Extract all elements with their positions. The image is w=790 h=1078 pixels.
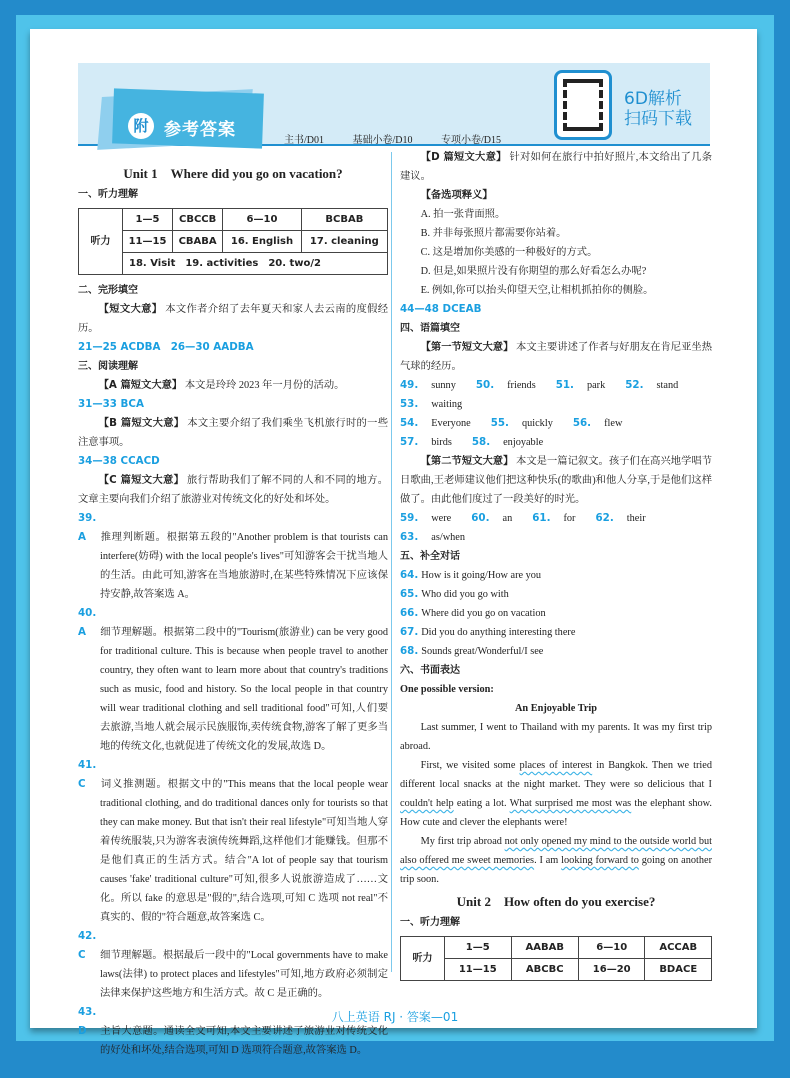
ref-special: 专项小卷/D15	[441, 135, 501, 146]
summary-text: 本文是一篇记叙文。孩子们在高兴地学唱节日歌曲,王老师建议他们把这种快乐(的歌曲)和他人分享,于是他们这样做了。由此他们度过了一段美好的时光。	[400, 456, 713, 505]
version-label: One possible version:	[400, 684, 494, 695]
answer-key: 44—48 DCEAB	[400, 303, 482, 315]
summary-text: 旅行帮助我们了解不同的人和不同的地方。文章主要向我们介绍了旅游业对传统文化的好处和坏处。	[78, 475, 388, 505]
essay-paragraph: Last summer, I went to Thailand with my parents. It was my first trip abroad.	[400, 722, 712, 752]
dialog-answer	[400, 585, 712, 604]
answer-number: 53.	[400, 398, 419, 410]
summary	[78, 471, 388, 509]
item-number: 41. C	[78, 759, 97, 790]
answer-text: friends	[507, 380, 536, 391]
cell: 16. English	[223, 231, 301, 253]
answer-text: Sounds great/Wonderful/I see	[421, 646, 544, 657]
answer-text: Who did you go with	[421, 589, 509, 600]
answer-number: 67.	[400, 626, 419, 638]
option: A. 拍一张背面照。	[420, 209, 506, 220]
highlight-phrase: looking forward to	[561, 855, 639, 866]
answer-number: 66.	[400, 607, 419, 619]
answer-number: 57.	[400, 436, 419, 448]
fill-answer	[472, 433, 553, 452]
answer-key: 21—25 ACDBA 26—30 AADBA	[78, 341, 254, 353]
fill-answer	[400, 433, 462, 452]
fill-row	[400, 376, 712, 414]
cell: 1—5	[445, 937, 512, 959]
item-number: 39. A	[78, 512, 97, 543]
summary-text: 本文作者介绍了去年夏天和家人去云南的度假经历。	[78, 304, 389, 334]
cell: 18. Visit 19. activities 20. two/2	[123, 253, 388, 275]
fill-answer	[400, 376, 466, 395]
page-footer: 八上英语 RJ · 答案—01	[331, 1010, 459, 1024]
listening-table	[78, 208, 388, 275]
item-number: 43. D	[78, 1006, 97, 1037]
summary	[78, 414, 388, 452]
summary-text: 本文主要介绍了我们乘坐飞机旅行时的一些注意事项。	[78, 418, 389, 448]
cell: 1—5	[123, 209, 173, 231]
right-column	[400, 148, 712, 987]
qr-code-icon[interactable]	[554, 70, 612, 140]
unit2-title: Unit 2 How often do you exercise?	[456, 894, 656, 909]
answer-number: 65.	[400, 588, 419, 600]
cell: ABCBC	[511, 959, 578, 981]
fill-answer	[471, 509, 522, 528]
ref-basic: 基础小卷/D10	[352, 135, 413, 146]
summary-tag: 【A 篇短文大意】	[98, 379, 183, 391]
section-heading: 一、听力理解	[78, 189, 138, 200]
option: C. 这是增加你美感的一种极好的方式。	[420, 247, 598, 258]
answer-text: How is it going/How are you	[421, 570, 542, 581]
fill-answer	[400, 608, 546, 619]
explanation-item	[78, 927, 388, 1003]
page-header	[78, 63, 710, 146]
fill-answer	[596, 509, 656, 528]
answer-number: 60.	[471, 512, 490, 524]
explanation-item	[78, 509, 388, 604]
answer-number: 55.	[490, 417, 509, 429]
option: D. 但是,如果照片没有你期望的那么好看怎么办呢?	[420, 266, 647, 277]
item-text: 细节理解题。根据最后一段中的"Local governments have to make laws(法律) to protect places and lifestyles"可知,地方政府必须制定法律来保护这些地方和生活方式。故 C 是正确的。	[100, 950, 388, 999]
cell: 16—20	[578, 959, 645, 981]
answer-text: an	[502, 513, 513, 524]
summary-tag: 【D 篇短文大意】	[420, 151, 507, 163]
scan-line-2: 扫码下载	[624, 109, 692, 129]
summary	[78, 300, 388, 338]
answer-number: 64.	[400, 569, 419, 581]
t: going on another trip soon.	[400, 855, 713, 885]
answer-text: Where did you go on vacation	[421, 608, 546, 619]
summary	[400, 452, 712, 509]
summary-text: 针对如何在旅行中拍好照片,本文给出了几条建议。	[400, 152, 713, 182]
option: E. 例如,你可以抬头仰望天空,让相机抓拍你的侧脸。	[420, 285, 654, 296]
fill-answer	[476, 376, 546, 395]
answer-number: 63.	[400, 531, 419, 543]
fill-answer	[400, 509, 461, 528]
answer-text: enjoyable	[503, 437, 544, 448]
answer-text: flew	[604, 418, 623, 429]
summary-tag: 【B 篇短文大意】	[98, 417, 185, 429]
item-number: 42. C	[78, 930, 97, 961]
item-text: 主旨大意题。通读全文可知,本文主要讲述了旅游业对传统文化的好处和坏处,结合选项,可知 D 选项符合题意,故答案选 D。	[100, 1026, 388, 1056]
fill-row	[400, 414, 712, 452]
summary-text: 本文主要讲述了作者与好朋友在肯尼亚坐热气球的经历。	[400, 342, 713, 372]
summary-tag: 【短文大意】	[98, 303, 163, 315]
item-text: 推理判断题。根据第五段的"Another problem is that tourists can interfere(妨碍) with the local people's lives"可知游客会干扰当地人的生活。由此可知,游客在当地旅游时,在某些特殊情况下应该保持安静,故答案选 A。	[100, 532, 388, 600]
answer-text: for	[563, 513, 576, 524]
dialog-answer	[400, 642, 712, 661]
cell: 17. cleaning	[301, 231, 387, 253]
highlight-phrase: couldn't help	[400, 798, 454, 809]
section-heading: 一、听力理解	[400, 917, 460, 928]
scan-line-1: 6D解析	[624, 89, 682, 109]
summary-text: 本文是玲玲 2023 年一月份的活动。	[184, 380, 345, 391]
unit1-title: Unit 1 Where did you go on vacation?	[123, 166, 343, 181]
listening-table-unit2	[400, 936, 712, 981]
appendix-badge: 附	[128, 113, 154, 139]
section-heading: 二、完形填空	[78, 285, 138, 296]
fill-answer	[400, 589, 509, 600]
answer-text: waiting	[431, 399, 463, 410]
cell: BCBAB	[301, 209, 387, 231]
fill-answer	[400, 627, 575, 638]
answer-text: park	[586, 380, 606, 391]
t: the elephant show. How cute and clever the elephants were!	[400, 798, 712, 828]
cell: AABAB	[511, 937, 578, 959]
fill-answer	[400, 414, 481, 433]
cell: CBABA	[173, 231, 223, 253]
t: . I am	[534, 855, 562, 866]
column-divider	[391, 152, 392, 972]
item-text: 词义推测题。根据文中的"This means that the local people wear traditional clothing, and do traditional dances only for tourists so that they can make money. But that isn't their real lifestyle"可知当地人穿着传统服装,只为游客表演传统舞蹈,这样他们才能赚钱。但那不是他们真正的生活方式。结合"A lot of people say that tourism causes 'fake' traditional culture"可知,很多人说旅游造成了……文化。所以 fake 的意思是"假的",结合选项,可知 C 选项 not real"不真实的、假的"符合题意,故答案选 C。	[100, 779, 388, 923]
answer-text: sunny	[431, 380, 456, 391]
answer-key: 34—38 CCACD	[78, 455, 160, 467]
fill-answer	[625, 376, 688, 395]
summary-tag: 【第二节短文大意】	[420, 455, 514, 467]
cell: 11—15	[123, 231, 173, 253]
fill-answer	[400, 646, 543, 657]
answer-text: their	[626, 513, 646, 524]
t: My first trip abroad	[420, 836, 505, 847]
essay-paragraph	[400, 756, 712, 832]
answer-text: Everyone	[431, 418, 471, 429]
summary	[78, 376, 388, 395]
summary	[400, 148, 712, 186]
answer-number: 61.	[532, 512, 551, 524]
answer-text: as/when	[431, 532, 465, 543]
answer-number: 52.	[625, 379, 644, 391]
item-text: 细节理解题。根据第二段中的"Tourism(旅游业) can be very good for traditional culture. This is because when people travel to another country, they often want to learn more about that country's traditions such as music, food and history. So the local people in that country will wear traditional clothing and sell traditional food"可知,人们要去旅游,当地人就会展示民族服饰,卖传统食物,游客了解了更多当地的传统文化,也就促进了传统文化的发展,故选 D。	[100, 627, 388, 752]
answer-number: 68.	[400, 645, 419, 657]
item-number: 40. A	[78, 607, 97, 638]
summary-tag: 【第一节短文大意】	[420, 341, 514, 353]
answer-number: 58.	[471, 436, 491, 448]
t: in Bangkok. Then we tried different local snacks at the night market. They were so delicious that I	[400, 760, 712, 790]
summary-tag: 【C 篇短文大意】	[98, 474, 185, 486]
table-label: 听力	[79, 209, 123, 275]
scan-text	[624, 89, 692, 129]
explanation-item	[78, 604, 388, 756]
highlight-phrase: not only opened my mind to the outside world but also offered me sweet memories	[400, 836, 712, 866]
answer-text: birds	[431, 437, 452, 448]
explanation-item	[78, 756, 388, 927]
left-column	[78, 163, 388, 1060]
answer-number: 59.	[400, 512, 419, 524]
t: First, we visited some	[420, 760, 520, 771]
fill-row	[400, 509, 712, 547]
fill-answer	[556, 376, 616, 395]
highlight-phrase: What surprised me most was	[509, 798, 632, 809]
section-heading: 六、书面表达	[400, 665, 460, 676]
dialog-answer	[400, 566, 712, 585]
ref-main: 主书/D01	[284, 135, 324, 146]
cell: 11—15	[445, 959, 512, 981]
options-heading: 【备选项释义】	[420, 189, 493, 201]
cell: CBCCB	[173, 209, 223, 231]
cell: BDACE	[645, 959, 712, 981]
answer-text: were	[431, 513, 452, 524]
dialog-answers	[400, 566, 712, 661]
table-label: 听力	[401, 937, 445, 981]
cell: 6—10	[223, 209, 301, 231]
section-heading: 三、阅读理解	[78, 361, 138, 372]
dialog-answer	[400, 604, 712, 623]
fill-answer	[400, 570, 541, 581]
answer-number: 54.	[400, 417, 419, 429]
cell: 6—10	[578, 937, 645, 959]
page-refs	[284, 131, 527, 146]
answer-number: 51.	[555, 379, 574, 391]
section-heading: 四、语篇填空	[400, 323, 460, 334]
highlight-phrase: places of interest	[519, 760, 593, 771]
answer-key: 31—33 BCA	[78, 398, 144, 410]
option: B. 并非每张照片都需要你站着。	[420, 228, 567, 239]
section-heading: 五、补全对话	[400, 551, 460, 562]
cell: ACCAB	[645, 937, 712, 959]
answer-number: 56.	[572, 417, 592, 429]
answer-text: quickly	[521, 418, 553, 429]
answer-number: 49.	[400, 379, 419, 391]
fill-answer	[491, 414, 563, 433]
fill-answer	[532, 509, 585, 528]
essay-title: An Enjoyable Trip	[514, 703, 597, 714]
t: eating a lot.	[453, 798, 510, 809]
fill-answer	[400, 528, 475, 547]
answer-text: Did you do anything interesting there	[421, 627, 576, 638]
summary	[400, 338, 712, 376]
answer-number: 62.	[595, 512, 614, 524]
answer-number: 50.	[475, 379, 495, 391]
answer-text: stand	[656, 380, 679, 391]
dialog-answer	[400, 623, 712, 642]
fill-answer	[400, 395, 472, 414]
fill-answer	[573, 414, 633, 433]
essay-paragraph	[400, 832, 712, 889]
header-title: 参考答案	[164, 120, 236, 140]
